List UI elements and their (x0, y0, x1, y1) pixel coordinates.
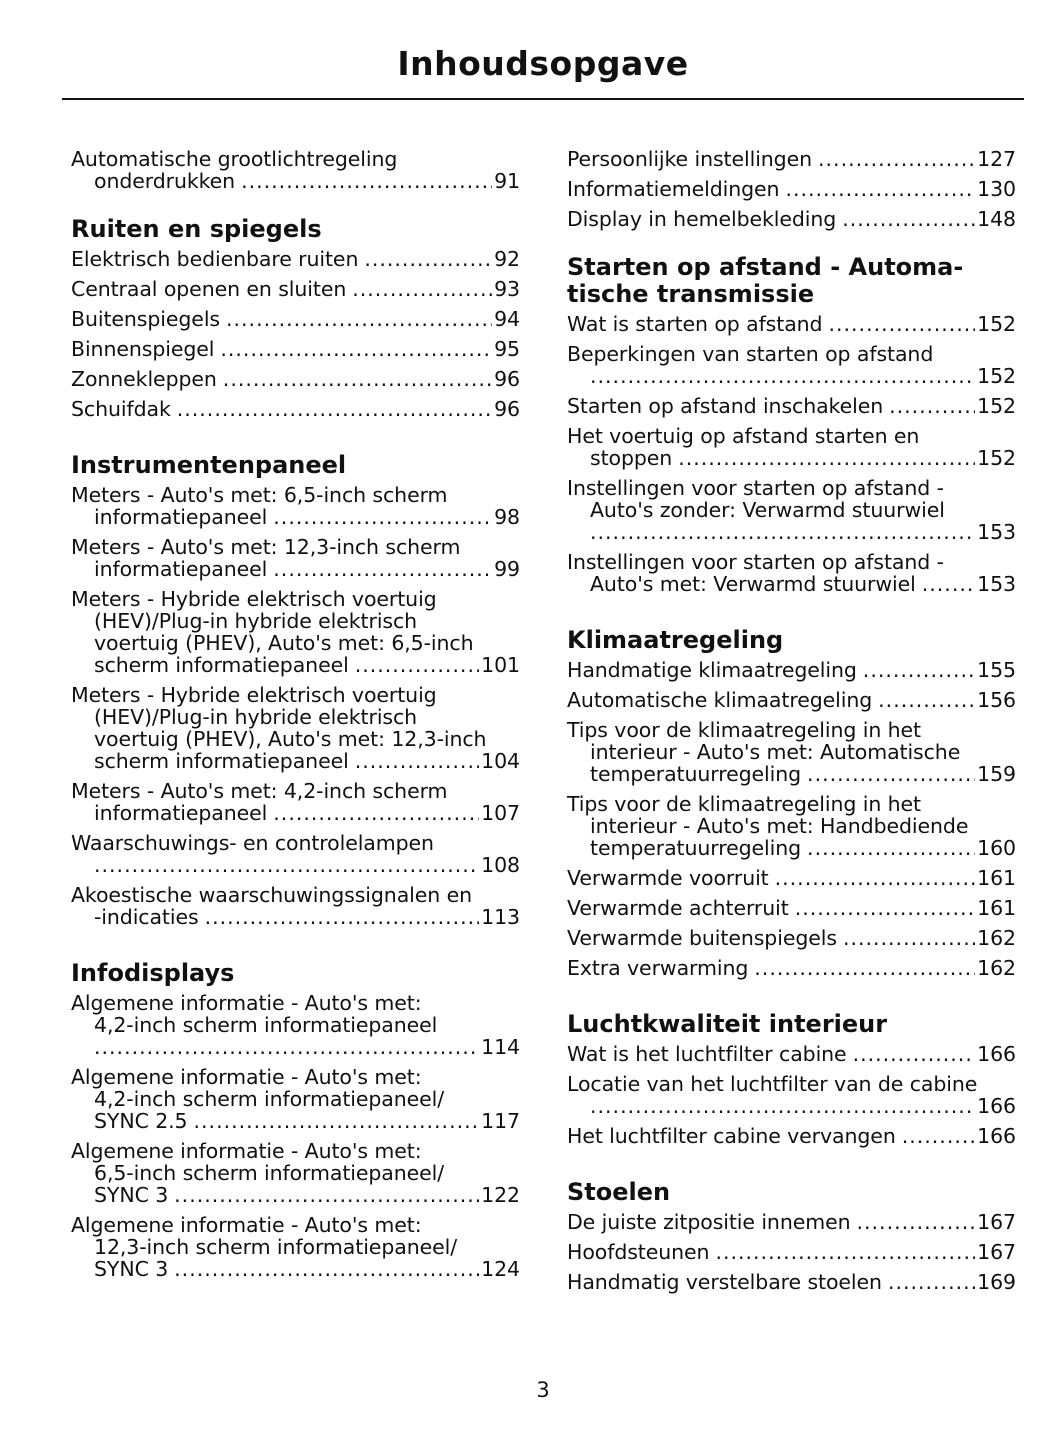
dot-leader (273, 558, 492, 580)
dot-leader (94, 1036, 479, 1058)
entry-text-line: Meters - Auto's met: 6,5-inch scherm (71, 483, 448, 507)
dot-leader (94, 854, 479, 876)
entry-text-line: 4,2-inch scherm informatiepaneel (94, 1013, 438, 1037)
entry-page-number: 153 (977, 520, 1016, 544)
entry-text-line: 6,5-inch scherm informatiepaneel/ (94, 1161, 445, 1185)
entry-text-line: Wat is het luchtfilter cabine (567, 1042, 847, 1066)
toc-entry[interactable] (71, 148, 520, 192)
dot-leader (174, 1184, 479, 1206)
toc-entry[interactable] (567, 1211, 1016, 1233)
entry-text-line: SYNC 3 (94, 1257, 169, 1281)
entry-page-number: 113 (481, 905, 520, 929)
dot-leader (355, 750, 479, 772)
entry-text-line: Meters - Auto's met: 4,2-inch scherm (71, 779, 448, 803)
entry-text-line: interieur - Auto's met: Automatische (590, 740, 961, 764)
entry-page-number: 166 (977, 1124, 1016, 1148)
toc-section-klimaatregeling (567, 627, 1016, 979)
entry-text-line: Akoestische waarschuwingssignalen en (71, 883, 472, 907)
toc-entry[interactable] (71, 884, 520, 928)
entry-text-line: Binnenspiegel (71, 337, 215, 361)
dot-leader (888, 1271, 975, 1293)
toc-entry[interactable] (71, 832, 520, 876)
entry-text-line: onderdrukken (94, 169, 236, 193)
entry-text-line: stoppen (590, 446, 673, 470)
entry-page-number: 166 (977, 1042, 1016, 1066)
entry-page-number: 91 (494, 169, 520, 193)
entry-text-line: Waarschuwings- en controlelampen (71, 831, 434, 855)
entry-text-line: voertuig (PHEV), Auto's met: 6,5-inch (94, 631, 474, 655)
entry-text-line: informatiepaneel (94, 801, 268, 825)
dot-leader (223, 368, 492, 390)
toc-entry[interactable] (567, 178, 1016, 200)
toc-entry[interactable] (567, 477, 1016, 543)
entry-text-line: De juiste zitpositie innemen (567, 1210, 851, 1234)
dot-leader (678, 447, 975, 469)
toc-entry[interactable] (71, 248, 520, 270)
entry-text-line: Starten op afstand inschakelen (567, 394, 884, 418)
dot-leader (807, 763, 975, 785)
toc-entry[interactable] (71, 338, 520, 360)
toc-entry[interactable] (71, 588, 520, 676)
entry-text-line: Instellingen voor starten op afstand - (567, 550, 944, 574)
section-title: Stoelen (567, 1178, 671, 1206)
entry-page-number: 98 (494, 505, 520, 529)
entry-text-line: Hoofdsteunen (567, 1240, 710, 1264)
section-title: Klimaatregeling (567, 626, 784, 654)
entry-page-number: 167 (977, 1210, 1016, 1234)
toc-entry[interactable] (71, 368, 520, 390)
toc-entry[interactable] (567, 1271, 1016, 1293)
toc-entry[interactable] (71, 1066, 520, 1132)
entry-page-number: 148 (977, 207, 1016, 231)
dot-leader (889, 395, 975, 417)
toc-section-ruiten-en-spiegels (71, 216, 520, 420)
entry-page-number: 107 (481, 801, 520, 825)
entry-text-line: Algemene informatie - Auto's met: (71, 1213, 422, 1237)
entry-text-line: Zonnekleppen (71, 367, 217, 391)
entry-text-line: 12,3-inch scherm informatiepaneel/ (94, 1235, 458, 1259)
entry-text-line: Wat is starten op afstand (567, 312, 823, 336)
entry-text-line: Schuifdak (71, 397, 171, 421)
dot-leader (194, 1110, 480, 1132)
entry-text-line: Tips voor de klimaatregeling in het (567, 792, 921, 816)
dot-leader (273, 506, 492, 528)
entry-page-number: 161 (977, 896, 1016, 920)
toc-entry[interactable] (567, 1043, 1016, 1065)
toc-entry[interactable] (567, 659, 1016, 681)
dot-leader (878, 689, 975, 711)
entry-page-number: 101 (481, 653, 520, 677)
dot-leader (795, 897, 975, 919)
page-number: 3 (536, 1378, 550, 1402)
toc-entry[interactable] (567, 957, 1016, 979)
toc-entry[interactable] (71, 398, 520, 420)
entry-text-line: Elektrisch bedienbare ruiten (71, 247, 359, 271)
entry-page-number: 96 (494, 367, 520, 391)
entry-text-line: interieur - Auto's met: Handbediende (590, 814, 969, 838)
dot-leader (828, 313, 975, 335)
entry-page-number: 152 (977, 312, 1016, 336)
toc-entry[interactable] (71, 780, 520, 824)
entry-text-line: temperatuurregeling (590, 836, 802, 860)
entry-text-line: Auto's met: Verwarmd stuurwiel (590, 572, 916, 596)
dot-leader (754, 957, 975, 979)
dot-leader (863, 659, 975, 681)
entry-text-line: Instellingen voor starten op afstand - (567, 476, 944, 500)
dot-leader (174, 1258, 479, 1280)
toc-left-column (71, 148, 520, 1288)
entry-text-line: -indicaties (94, 905, 199, 929)
entry-text-line: Meters - Hybride elektrisch voertuig (71, 587, 437, 611)
entry-text-line: Auto's zonder: Verwarmd stuurwiel (590, 498, 945, 522)
header-rule (62, 98, 1024, 100)
entry-text-line: Het voertuig op afstand starten en (567, 424, 920, 448)
entry-text-line: Algemene informatie - Auto's met: (71, 1065, 422, 1089)
entry-text-line: SYNC 2.5 (94, 1109, 188, 1133)
entry-page-number: 104 (481, 749, 520, 773)
toc-entry[interactable] (567, 897, 1016, 919)
entry-text-line: Het luchtfilter cabine vervangen (567, 1124, 896, 1148)
entry-page-number: 167 (977, 1240, 1016, 1264)
page-title: Inhoudsopgave (397, 44, 689, 83)
section-title (567, 254, 1016, 308)
toc-entry[interactable] (567, 395, 1016, 417)
entry-text-line: scherm informatiepaneel (94, 653, 349, 677)
toc-entry[interactable] (567, 425, 1016, 469)
entry-text-line: Meters - Hybride elektrisch voertuig (71, 683, 437, 707)
entry-page-number: 152 (977, 364, 1016, 388)
toc-entry[interactable] (71, 992, 520, 1058)
toc-entry[interactable] (71, 536, 520, 580)
entry-page-number: 96 (494, 397, 520, 421)
dot-leader (922, 573, 975, 595)
toc-section-infodisplays (71, 960, 520, 1280)
entry-page-number: 166 (977, 1094, 1016, 1118)
dot-leader (273, 802, 479, 824)
toc-entry[interactable] (567, 313, 1016, 335)
dot-leader (205, 906, 480, 928)
entry-text-line: 4,2-inch scherm informatiepaneel/ (94, 1087, 445, 1111)
toc-section-stoelen (567, 1179, 1016, 1293)
dot-leader (364, 248, 492, 270)
entry-text-line: scherm informatiepaneel (94, 749, 349, 773)
toc-section-luchtkwaliteit-interieur (567, 1011, 1016, 1147)
entry-page-number: 159 (977, 762, 1016, 786)
entry-page-number: 114 (481, 1035, 520, 1059)
toc-section-untitled (71, 148, 520, 192)
entry-text-line: Beperkingen van starten op afstand (567, 342, 934, 366)
toc-section-untitled (567, 148, 1016, 230)
dot-leader (241, 170, 492, 192)
entry-page-number: 124 (481, 1257, 520, 1281)
toc-entry[interactable] (567, 1125, 1016, 1147)
section-title-line: Starten op afstand - Automa- (567, 253, 964, 281)
toc-entry[interactable] (567, 793, 1016, 859)
dot-leader (785, 178, 975, 200)
entry-text-line: Algemene informatie - Auto's met: (71, 991, 422, 1015)
entry-text-line: Handmatig verstelbare stoelen (567, 1270, 882, 1294)
entry-text-line: Automatische grootlichtregeling (71, 147, 398, 171)
toc-entry[interactable] (567, 719, 1016, 785)
dot-leader (352, 278, 492, 300)
toc-entry[interactable] (567, 148, 1016, 170)
toc-entry[interactable] (71, 484, 520, 528)
toc-entry[interactable] (567, 343, 1016, 387)
dot-leader (902, 1125, 975, 1147)
entry-text-line: Persoonlijke instellingen (567, 147, 813, 171)
toc-entry[interactable] (567, 867, 1016, 889)
dot-leader (590, 521, 975, 543)
entry-page-number: 99 (494, 557, 520, 581)
entry-text-line: informatiepaneel (94, 557, 268, 581)
entry-page-number: 162 (977, 956, 1016, 980)
entry-text-line: temperatuurregeling (590, 762, 802, 786)
dot-leader (843, 927, 975, 949)
entry-page-number: 161 (977, 866, 1016, 890)
entry-text-line: Verwarmde achterruit (567, 896, 789, 920)
entry-page-number: 93 (494, 277, 520, 301)
section-title: Infodisplays (71, 959, 235, 987)
entry-text-line: Verwarmde voorruit (567, 866, 769, 890)
entry-page-number: 155 (977, 658, 1016, 682)
entry-text-line: (HEV)/Plug-in hybride elektrisch (94, 705, 418, 729)
toc-entry[interactable] (567, 1241, 1016, 1263)
entry-text-line: Handmatige klimaatregeling (567, 658, 857, 682)
entry-page-number: 153 (977, 572, 1016, 596)
toc-entry[interactable] (71, 308, 520, 330)
toc-right-column (567, 148, 1016, 1301)
toc-entry[interactable] (567, 1073, 1016, 1117)
entry-page-number: 108 (481, 853, 520, 877)
entry-text-line: Verwarmde buitenspiegels (567, 926, 837, 950)
toc-entry[interactable] (71, 684, 520, 772)
entry-text-line: voertuig (PHEV), Auto's met: 12,3-inch (94, 727, 487, 751)
toc-entry[interactable] (567, 551, 1016, 595)
entry-text-line: (HEV)/Plug-in hybride elektrisch (94, 609, 418, 633)
entry-page-number: 94 (494, 307, 520, 331)
entry-page-number: 117 (481, 1109, 520, 1133)
dot-leader (853, 1043, 976, 1065)
entry-text-line: Display in hemelbekleding (567, 207, 837, 231)
dot-leader (807, 837, 975, 859)
entry-text-line: Extra verwarming (567, 956, 749, 980)
dot-leader (842, 208, 975, 230)
dot-leader (590, 365, 975, 387)
section-title: Ruiten en spiegels (71, 215, 322, 243)
dot-leader (590, 1095, 975, 1117)
entry-page-number: 127 (977, 147, 1016, 171)
entry-text-line: informatiepaneel (94, 505, 268, 529)
toc-entry[interactable] (71, 1214, 520, 1280)
entry-page-number: 152 (977, 446, 1016, 470)
entry-text-line: Automatische klimaatregeling (567, 688, 873, 712)
entry-page-number: 156 (977, 688, 1016, 712)
toc-entry[interactable] (71, 1140, 520, 1206)
toc-section-instrumentenpaneel (71, 452, 520, 928)
dot-leader (857, 1211, 976, 1233)
dot-leader (775, 867, 976, 889)
toc-entry[interactable] (567, 208, 1016, 230)
toc-entry[interactable] (567, 689, 1016, 711)
section-title: Instrumentenpaneel (71, 451, 347, 479)
entry-page-number: 160 (977, 836, 1016, 860)
toc-section-starten-op-afstand-automa-tische-transmissie (567, 254, 1016, 595)
entry-text-line: SYNC 3 (94, 1183, 169, 1207)
entry-page-number: 122 (481, 1183, 520, 1207)
dot-leader (220, 338, 492, 360)
dot-leader (226, 308, 492, 330)
entry-text-line: Meters - Auto's met: 12,3-inch scherm (71, 535, 461, 559)
entry-page-number: 130 (977, 177, 1016, 201)
entry-page-number: 92 (494, 247, 520, 271)
entry-page-number: 95 (494, 337, 520, 361)
entry-text-line: Algemene informatie - Auto's met: (71, 1139, 422, 1163)
entry-page-number: 162 (977, 926, 1016, 950)
dot-leader (355, 654, 479, 676)
dot-leader (715, 1241, 975, 1263)
entry-text-line: Buitenspiegels (71, 307, 220, 331)
dot-leader (177, 398, 492, 420)
section-title-line: tische transmissie (567, 280, 815, 308)
toc-entry[interactable] (71, 278, 520, 300)
entry-text-line: Centraal openen en sluiten (71, 277, 347, 301)
section-title: Luchtkwaliteit interieur (567, 1010, 888, 1038)
dot-leader (818, 148, 975, 170)
entry-page-number: 152 (977, 394, 1016, 418)
toc-entry[interactable] (567, 927, 1016, 949)
entry-text-line: Tips voor de klimaatregeling in het (567, 718, 921, 742)
entry-page-number: 169 (977, 1270, 1016, 1294)
entry-text-line: Informatiemeldingen (567, 177, 780, 201)
entry-text-line: Locatie van het luchtfilter van de cabine (567, 1072, 978, 1096)
